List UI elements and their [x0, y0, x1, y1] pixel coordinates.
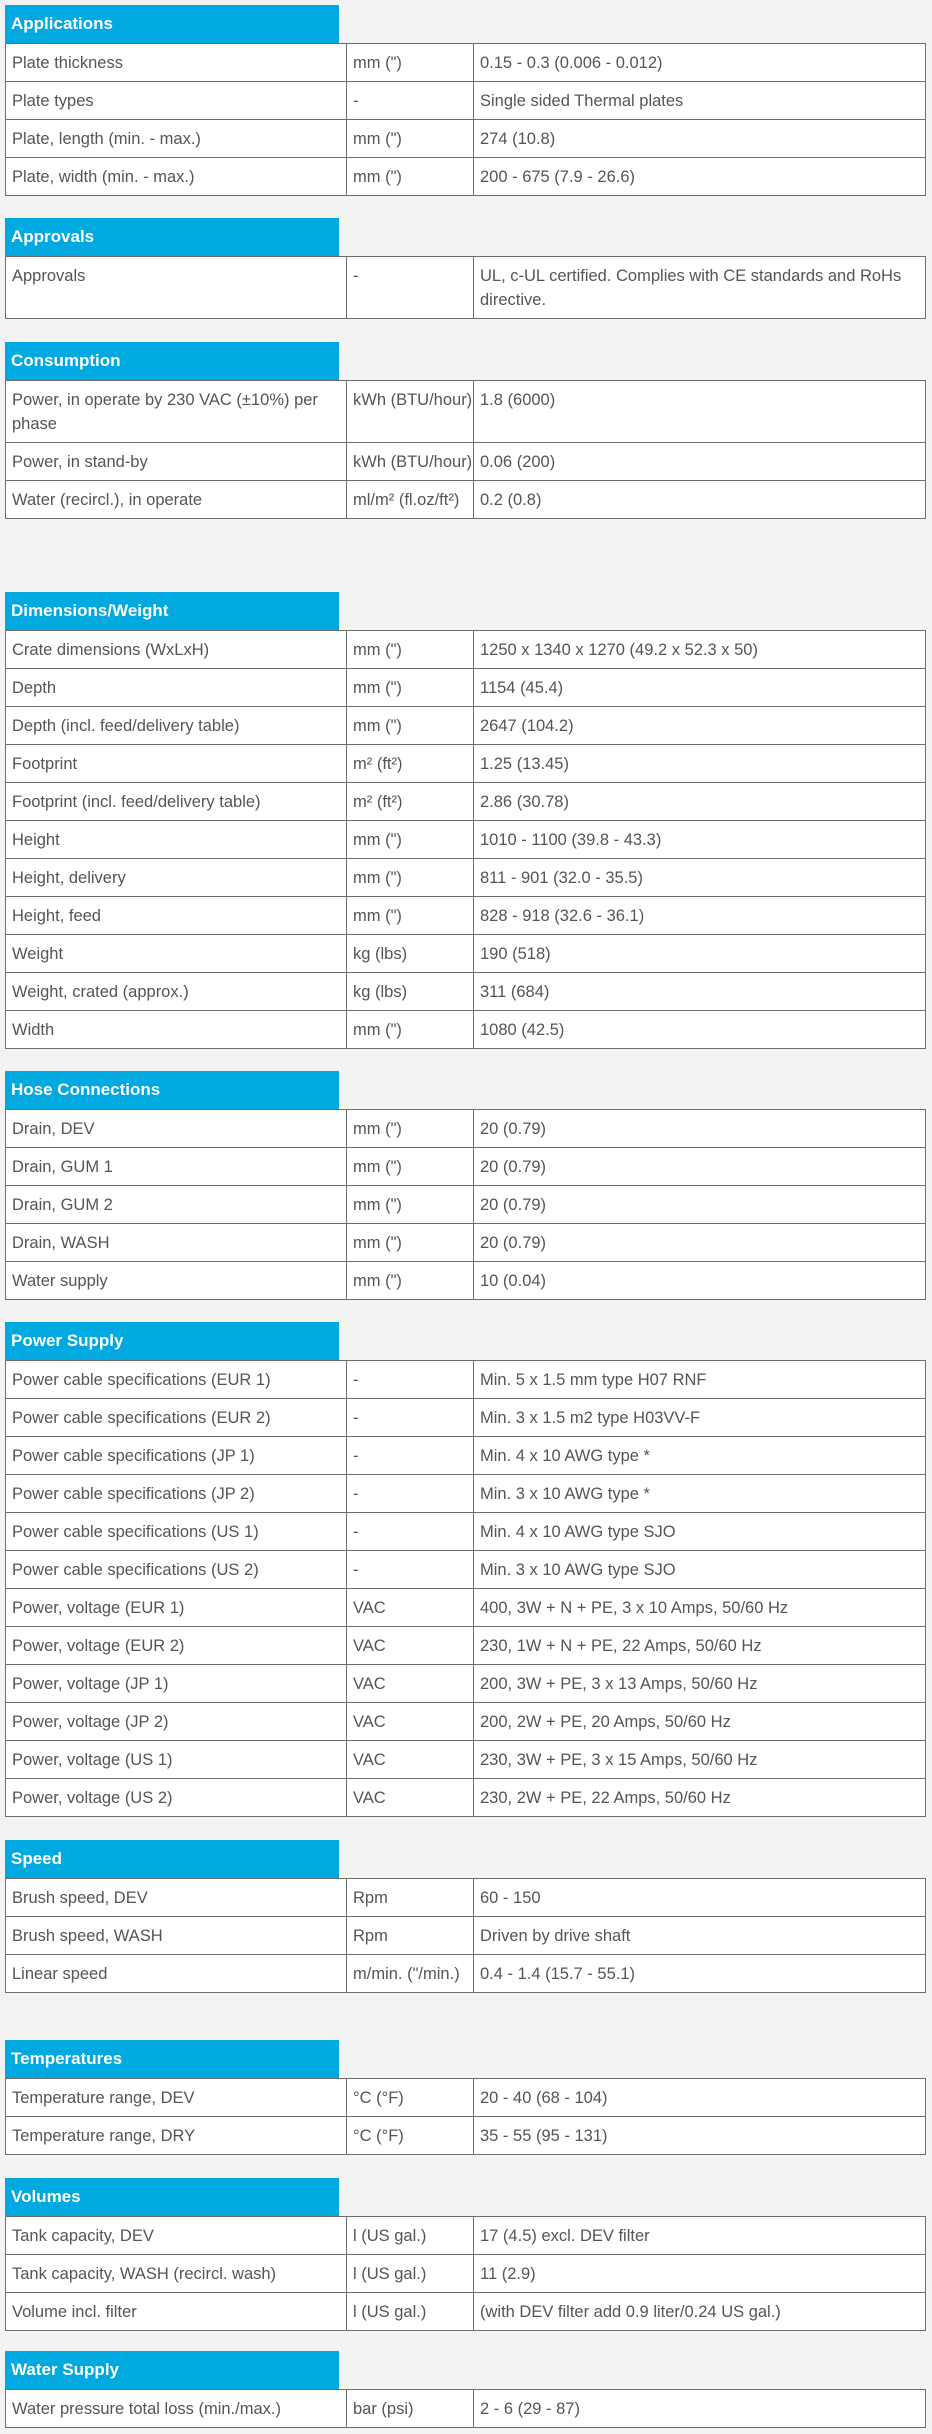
spec-table	[5, 43, 926, 196]
spec-property-cell: Power, in operate by 230 VAC (±10%) per phase	[6, 381, 347, 443]
spec-unit-cell: l (US gal.)	[347, 2217, 474, 2255]
spec-property-cell: Plate thickness	[6, 44, 347, 82]
spec-value-cell: 811 - 901 (32.0 - 35.5)	[474, 859, 926, 897]
spec-unit-cell: VAC	[347, 1779, 474, 1817]
spec-value-cell: Min. 4 x 10 AWG type SJO	[474, 1513, 926, 1551]
section-header: Power Supply	[5, 1322, 339, 1360]
spec-unit-cell: -	[347, 1399, 474, 1437]
spec-value-cell: 274 (10.8)	[474, 120, 926, 158]
table-row	[6, 1513, 926, 1551]
table-row	[6, 481, 926, 519]
spec-unit-cell: kWh (BTU/hour)	[347, 381, 474, 443]
spec-property-cell: Power, voltage (US 2)	[6, 1779, 347, 1817]
spec-unit-cell: mm (")	[347, 897, 474, 935]
table-row	[6, 707, 926, 745]
spec-unit-cell: -	[347, 1437, 474, 1475]
table-row	[6, 1399, 926, 1437]
spec-value-cell: 35 - 55 (95 - 131)	[474, 2117, 926, 2155]
table-row	[6, 2293, 926, 2331]
spec-unit-cell: m² (ft²)	[347, 783, 474, 821]
table-row	[6, 1475, 926, 1513]
spec-table	[5, 256, 926, 319]
spec-property-cell: Crate dimensions (WxLxH)	[6, 631, 347, 669]
spec-property-cell: Water pressure total loss (min./max.)	[6, 2390, 347, 2428]
spec-unit-cell: VAC	[347, 1589, 474, 1627]
spec-value-cell: 0.4 - 1.4 (15.7 - 55.1)	[474, 1955, 926, 1993]
spec-property-cell: Tank capacity, WASH (recircl. wash)	[6, 2255, 347, 2293]
spec-property-cell: Depth (incl. feed/delivery table)	[6, 707, 347, 745]
spec-value-cell: 17 (4.5) excl. DEV filter	[474, 2217, 926, 2255]
spec-value-cell: 200 - 675 (7.9 - 26.6)	[474, 158, 926, 196]
spec-unit-cell: m² (ft²)	[347, 745, 474, 783]
section-header: Temperatures	[5, 2040, 339, 2078]
spec-value-cell: 20 (0.79)	[474, 1110, 926, 1148]
spec-property-cell: Water (recircl.), in operate	[6, 481, 347, 519]
table-row	[6, 1955, 926, 1993]
spec-property-cell: Footprint (incl. feed/delivery table)	[6, 783, 347, 821]
table-row	[6, 1148, 926, 1186]
spec-property-cell: Drain, GUM 2	[6, 1186, 347, 1224]
table-row	[6, 1879, 926, 1917]
spec-value-cell: 60 - 150	[474, 1879, 926, 1917]
spec-property-cell: Temperature range, DEV	[6, 2079, 347, 2117]
spec-table	[5, 1360, 926, 1817]
spec-value-cell: 1.8 (6000)	[474, 381, 926, 443]
table-row	[6, 1262, 926, 1300]
spec-value-cell: 200, 2W + PE, 20 Amps, 50/60 Hz	[474, 1703, 926, 1741]
spec-property-cell: Approvals	[6, 257, 347, 319]
section-header: Speed	[5, 1840, 339, 1878]
spec-unit-cell: m/min. ("/min.)	[347, 1955, 474, 1993]
spec-value-cell: 20 (0.79)	[474, 1148, 926, 1186]
spec-unit-cell: mm (")	[347, 631, 474, 669]
spec-property-cell: Power cable specifications (US 2)	[6, 1551, 347, 1589]
spec-value-cell: 10 (0.04)	[474, 1262, 926, 1300]
spec-unit-cell: mm (")	[347, 669, 474, 707]
spec-property-cell: Height, delivery	[6, 859, 347, 897]
section-power-supply	[5, 1322, 926, 1817]
spec-unit-cell: VAC	[347, 1627, 474, 1665]
table-row	[6, 897, 926, 935]
spec-property-cell: Power, voltage (EUR 2)	[6, 1627, 347, 1665]
spec-unit-cell: -	[347, 82, 474, 120]
table-row	[6, 2255, 926, 2293]
table-row	[6, 1224, 926, 1262]
table-row	[6, 158, 926, 196]
spec-property-cell: Power, voltage (US 1)	[6, 1741, 347, 1779]
section-header: Hose Connections	[5, 1071, 339, 1109]
spec-unit-cell: -	[347, 1475, 474, 1513]
spec-unit-cell: ml/m² (fl.oz/ft²)	[347, 481, 474, 519]
table-row	[6, 120, 926, 158]
spec-unit-cell: °C (°F)	[347, 2079, 474, 2117]
spec-value-cell: (with DEV filter add 0.9 liter/0.24 US gal.)	[474, 2293, 926, 2331]
table-row	[6, 1110, 926, 1148]
spec-property-cell: Height	[6, 821, 347, 859]
section-header: Dimensions/Weight	[5, 592, 339, 630]
spec-property-cell: Drain, DEV	[6, 1110, 347, 1148]
spec-property-cell: Plate, length (min. - max.)	[6, 120, 347, 158]
spec-unit-cell: mm (")	[347, 707, 474, 745]
table-row	[6, 935, 926, 973]
table-row	[6, 2217, 926, 2255]
spec-value-cell: 1.25 (13.45)	[474, 745, 926, 783]
spec-table	[5, 2078, 926, 2155]
table-row	[6, 2079, 926, 2117]
table-row	[6, 1589, 926, 1627]
spec-value-cell: 20 (0.79)	[474, 1186, 926, 1224]
section-dimensions-weight	[5, 592, 926, 1049]
spec-value-cell: 190 (518)	[474, 935, 926, 973]
spec-value-cell: UL, c-UL certified. Complies with CE standards and RoHs directive.	[474, 257, 926, 319]
spec-value-cell: 400, 3W + N + PE, 3 x 10 Amps, 50/60 Hz	[474, 1589, 926, 1627]
section-header: Consumption	[5, 342, 339, 380]
spec-value-cell: 2647 (104.2)	[474, 707, 926, 745]
spec-unit-cell: kWh (BTU/hour)	[347, 443, 474, 481]
spec-unit-cell: Rpm	[347, 1879, 474, 1917]
spec-unit-cell: kg (lbs)	[347, 973, 474, 1011]
spec-property-cell: Power cable specifications (EUR 2)	[6, 1399, 347, 1437]
table-row	[6, 1437, 926, 1475]
spec-value-cell: 20 - 40 (68 - 104)	[474, 2079, 926, 2117]
spec-unit-cell: Rpm	[347, 1917, 474, 1955]
spec-table	[5, 2389, 926, 2428]
table-row	[6, 1361, 926, 1399]
spec-value-cell: 1250 x 1340 x 1270 (49.2 x 52.3 x 50)	[474, 631, 926, 669]
section-header: Volumes	[5, 2178, 339, 2216]
spec-table	[5, 630, 926, 1049]
table-row	[6, 44, 926, 82]
spec-unit-cell: mm (")	[347, 1262, 474, 1300]
spec-property-cell: Power cable specifications (US 1)	[6, 1513, 347, 1551]
table-row	[6, 1627, 926, 1665]
spec-value-cell: Min. 5 x 1.5 mm type H07 RNF	[474, 1361, 926, 1399]
table-row	[6, 1779, 926, 1817]
section-temperatures	[5, 2040, 926, 2155]
table-row	[6, 1665, 926, 1703]
table-row	[6, 1186, 926, 1224]
table-row	[6, 257, 926, 319]
table-row	[6, 1551, 926, 1589]
section-header: Applications	[5, 5, 339, 43]
spec-property-cell: Height, feed	[6, 897, 347, 935]
section-water-supply	[5, 2351, 926, 2428]
spec-property-cell: Drain, GUM 1	[6, 1148, 347, 1186]
section-header: Approvals	[5, 218, 339, 256]
spec-property-cell: Brush speed, DEV	[6, 1879, 347, 1917]
spec-value-cell: 2.86 (30.78)	[474, 783, 926, 821]
spec-property-cell: Power, in stand-by	[6, 443, 347, 481]
spec-value-cell: 1010 - 1100 (39.8 - 43.3)	[474, 821, 926, 859]
spec-unit-cell: kg (lbs)	[347, 935, 474, 973]
spec-property-cell: Linear speed	[6, 1955, 347, 1993]
spec-unit-cell: mm (")	[347, 1186, 474, 1224]
spec-property-cell: Depth	[6, 669, 347, 707]
spec-unit-cell: l (US gal.)	[347, 2255, 474, 2293]
spec-unit-cell: -	[347, 1361, 474, 1399]
table-row	[6, 669, 926, 707]
table-row	[6, 631, 926, 669]
spec-unit-cell: bar (psi)	[347, 2390, 474, 2428]
spec-property-cell: Water supply	[6, 1262, 347, 1300]
table-row	[6, 443, 926, 481]
spec-value-cell: 828 - 918 (32.6 - 36.1)	[474, 897, 926, 935]
spec-value-cell: 230, 2W + PE, 22 Amps, 50/60 Hz	[474, 1779, 926, 1817]
spec-property-cell: Volume incl. filter	[6, 2293, 347, 2331]
spec-property-cell: Tank capacity, DEV	[6, 2217, 347, 2255]
spec-value-cell: 230, 1W + N + PE, 22 Amps, 50/60 Hz	[474, 1627, 926, 1665]
table-row	[6, 82, 926, 120]
spec-property-cell: Brush speed, WASH	[6, 1917, 347, 1955]
spec-property-cell: Power cable specifications (EUR 1)	[6, 1361, 347, 1399]
spec-unit-cell: mm (")	[347, 859, 474, 897]
spec-value-cell: Min. 3 x 10 AWG type SJO	[474, 1551, 926, 1589]
spec-property-cell: Width	[6, 1011, 347, 1049]
spec-value-cell: Min. 3 x 10 AWG type *	[474, 1475, 926, 1513]
spec-value-cell: Driven by drive shaft	[474, 1917, 926, 1955]
spec-unit-cell: mm (")	[347, 1110, 474, 1148]
spec-value-cell: 230, 3W + PE, 3 x 15 Amps, 50/60 Hz	[474, 1741, 926, 1779]
spec-value-cell: 0.2 (0.8)	[474, 481, 926, 519]
spec-property-cell: Power, voltage (JP 1)	[6, 1665, 347, 1703]
spec-property-cell: Power cable specifications (JP 1)	[6, 1437, 347, 1475]
spec-table	[5, 1109, 926, 1300]
spec-value-cell: 11 (2.9)	[474, 2255, 926, 2293]
spec-unit-cell: mm (")	[347, 120, 474, 158]
spec-value-cell: 20 (0.79)	[474, 1224, 926, 1262]
table-row	[6, 783, 926, 821]
table-row	[6, 1917, 926, 1955]
table-row	[6, 745, 926, 783]
spec-value-cell: Min. 3 x 1.5 m2 type H03VV-F	[474, 1399, 926, 1437]
spec-value-cell: Single sided Thermal plates	[474, 82, 926, 120]
spec-unit-cell: l (US gal.)	[347, 2293, 474, 2331]
spec-value-cell: 1154 (45.4)	[474, 669, 926, 707]
spec-property-cell: Plate, width (min. - max.)	[6, 158, 347, 196]
table-row	[6, 859, 926, 897]
spec-unit-cell: °C (°F)	[347, 2117, 474, 2155]
spec-unit-cell: -	[347, 1513, 474, 1551]
spec-unit-cell: -	[347, 257, 474, 319]
spec-unit-cell: VAC	[347, 1703, 474, 1741]
section-approvals	[5, 218, 926, 319]
spec-table	[5, 1878, 926, 1993]
spec-unit-cell: VAC	[347, 1741, 474, 1779]
spec-table	[5, 2216, 926, 2331]
table-row	[6, 381, 926, 443]
spec-property-cell: Weight, crated (approx.)	[6, 973, 347, 1011]
spec-unit-cell: -	[347, 1551, 474, 1589]
spec-unit-cell: mm (")	[347, 821, 474, 859]
section-speed	[5, 1840, 926, 1993]
table-row	[6, 1011, 926, 1049]
spec-table	[5, 380, 926, 519]
table-row	[6, 1703, 926, 1741]
spec-value-cell: 200, 3W + PE, 3 x 13 Amps, 50/60 Hz	[474, 1665, 926, 1703]
table-row	[6, 2117, 926, 2155]
spec-value-cell: 311 (684)	[474, 973, 926, 1011]
spec-unit-cell: mm (")	[347, 1224, 474, 1262]
table-row	[6, 821, 926, 859]
spec-property-cell: Weight	[6, 935, 347, 973]
spec-unit-cell: mm (")	[347, 158, 474, 196]
section-header: Water Supply	[5, 2351, 339, 2389]
spec-property-cell: Temperature range, DRY	[6, 2117, 347, 2155]
section-applications	[5, 5, 926, 196]
section-volumes	[5, 2178, 926, 2331]
spec-unit-cell: mm (")	[347, 44, 474, 82]
spec-value-cell: 0.15 - 0.3 (0.006 - 0.012)	[474, 44, 926, 82]
spec-unit-cell: mm (")	[347, 1011, 474, 1049]
spec-unit-cell: mm (")	[347, 1148, 474, 1186]
section-consumption	[5, 342, 926, 519]
spec-property-cell: Power, voltage (EUR 1)	[6, 1589, 347, 1627]
spec-property-cell: Drain, WASH	[6, 1224, 347, 1262]
spec-property-cell: Plate types	[6, 82, 347, 120]
table-row	[6, 973, 926, 1011]
section-hose-connections	[5, 1071, 926, 1300]
spec-value-cell: 1080 (42.5)	[474, 1011, 926, 1049]
spec-value-cell: 0.06 (200)	[474, 443, 926, 481]
spec-property-cell: Footprint	[6, 745, 347, 783]
spec-value-cell: Min. 4 x 10 AWG type *	[474, 1437, 926, 1475]
spec-value-cell: 2 - 6 (29 - 87)	[474, 2390, 926, 2428]
spec-property-cell: Power, voltage (JP 2)	[6, 1703, 347, 1741]
table-row	[6, 2390, 926, 2428]
spec-property-cell: Power cable specifications (JP 2)	[6, 1475, 347, 1513]
table-row	[6, 1741, 926, 1779]
spec-unit-cell: VAC	[347, 1665, 474, 1703]
